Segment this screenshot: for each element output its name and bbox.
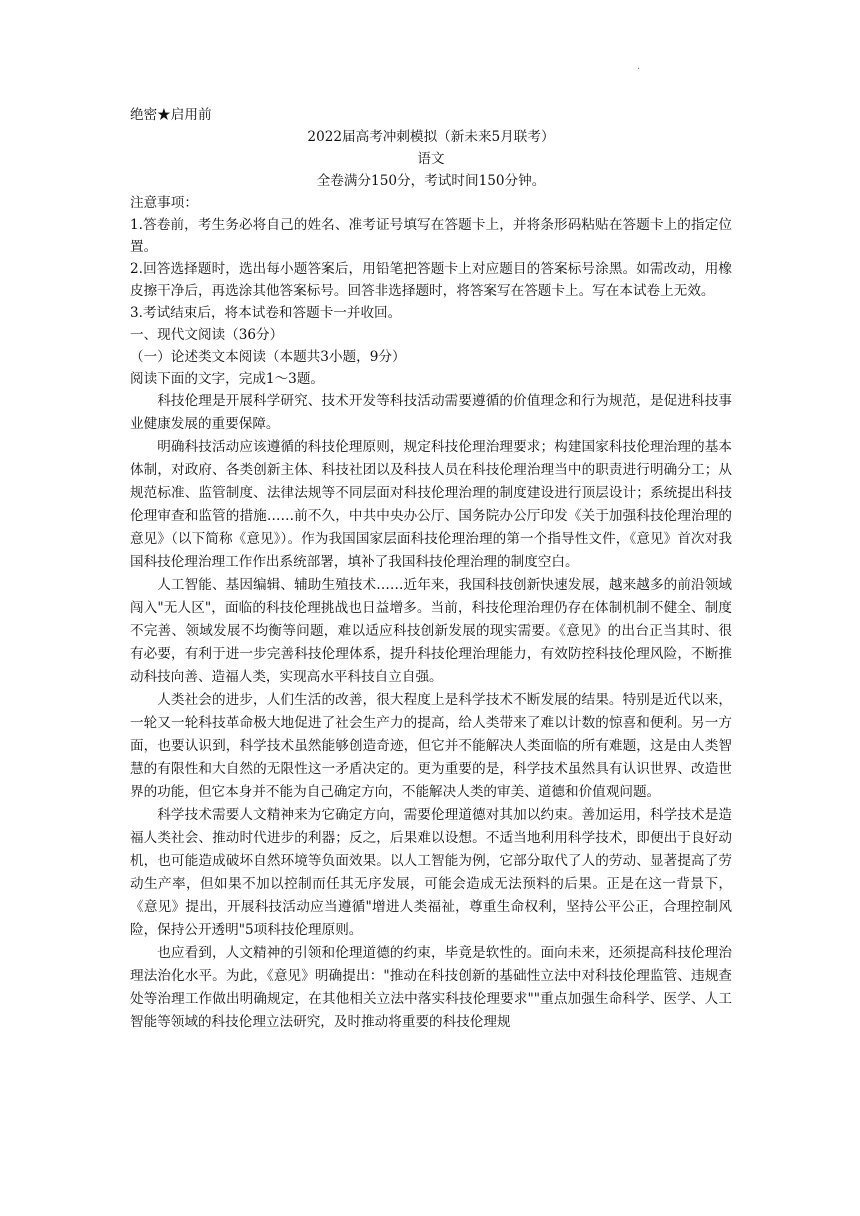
passage-paragraph: 也应看到，人文精神的引领和伦理道德的约束，毕竟是软性的。面向未来，还须提高科技伦理治理法治化水平。为此，《意见》明确提出："推动在科技创新的基础性立法中对科技伦理监管、违规查处等治理工作做出明确规定，在其他相关立法中落实科技伦理要求""重点加强生命科学、医学、人工智能等领域的科技伦理立法研究，及时推动将重要的科技伦理规: [130, 945, 732, 1030]
page-content: [130, 104, 732, 1034]
passage-paragraph: 人类社会的进步，人们生活的改善，很大程度上是科学技术不断发展的结果。特别是近代以来，一轮又一轮科技革命极大地促进了社会生产力的提高，给人类带来了难以计数的惊喜和便利。另一方面，也要认识到，科学技术虽然能够创造奇迹，但它并不能解决人类面临的所有难题，这是由人类智慧的有限性和大自然的无限性这一矛盾决定的。更为重要的是，科学技术虽然具有认识世界、改造世界的功能，但它本身并不能为自己确定方向，不能解决人类的审美、道德和价值观问题。: [130, 692, 732, 800]
exam-title: 2022届高考冲刺模拟（新未来5月联考）: [307, 129, 555, 145]
notes-heading: 注意事项：: [130, 195, 198, 211]
passage-paragraph: 科学技术需要人文精神来为它确定方向，需要伦理道德对其加以约束。善加运用，科学技术是造福人类社会、推动时代进步的利器；反之，后果难以设想。不适当地利用科学技术，即便出于良好动机，也可能造成破坏自然环境等负面效果。以人工智能为例，它部分取代了人的劳动、显著提高了劳动生产率，但如果不加以控制而任其无序发展，可能会造成无法预料的后果。正是在这一背景下，《意见》提出，开展科技活动应当遵循"增进人类福祉，尊重生命权利，坚持公平公正，合理控制风险，保持公开透明"5项科技伦理原则。: [130, 807, 732, 938]
passage-paragraph: 明确科技活动应该遵循的科技伦理原则，规定科技伦理治理要求；构建国家科技伦理治理的基本体制，对政府、各类创新主体、科技社团以及科技人员在科技伦理治理当中的职责进行明确分工；从规范标准、监管制度、法律法规等不同层面对科技伦理治理的制度建设进行顶层设计；系统提出科技伦理审查和监管的措施……前不久，中共中央办公厅、国务院办公厅印发《关于加强科技伦理治理的意见》（以下简称《意见》）。作为我国国家层面科技伦理治理的第一个指导性文件，《意见》首次对我国科技伦理治理工作作出系统部署，填补了我国科技伦理治理的制度空白。: [130, 439, 732, 570]
subsection-heading: （一）论述类文本阅读（本题共3小题，9分）: [130, 349, 406, 365]
subject-label: 语文: [417, 151, 445, 167]
reading-passage: [130, 390, 732, 1034]
notes-block: [130, 192, 732, 324]
note-item: 1.答卷前，考生务必将自己的姓名、准考证号填写在答题卡上，并将条形码粘贴在答题卡上的指定位置。: [130, 217, 732, 255]
page-dot: ·: [637, 64, 641, 75]
reading-instruction: 阅读下面的文字，完成1～3题。: [130, 371, 325, 387]
note-item: 3.考试结束后，将本试卷和答题卡一并收回。: [130, 305, 402, 321]
passage-paragraph: 科技伦理是开展科学研究、技术开发等科技活动需要遵循的价值理念和行为规范，是促进科技事业健康发展的重要保障。: [130, 393, 732, 432]
note-item: 2.回答选择题时，选出每小题答案后，用铅笔把答题卡上对应题目的答案标号涂黑。如需改动，用橡皮擦干净后，再选涂其他答案标号。回答非选择题时，将答案写在答题卡上。写在本试卷上无效。: [130, 261, 732, 299]
score-time-note: 全卷满分150分，考试时间150分钟。: [316, 173, 546, 189]
passage-paragraph: 人工智能、基因编辑、辅助生殖技术……近年来，我国科技创新快速发展，越来越多的前沿领域闯入"无人区"，面临的科技伦理挑战也日益增多。当前，科技伦理治理仍存在体制机制不健全、制度不完善、领域发展不均衡等问题，难以适应科技创新发展的现实需要。《意见》的出台正当其时、很有必要，有利于进一步完善科技伦理体系，提升科技伦理治理能力，有效防控科技伦理风险，不断推动科技向善、造福人类，实现高水平科技自立自强。: [130, 577, 732, 685]
confidential-label: 绝密★启用前: [130, 107, 212, 123]
section-heading: 一、现代文阅读（36分）: [130, 327, 284, 343]
